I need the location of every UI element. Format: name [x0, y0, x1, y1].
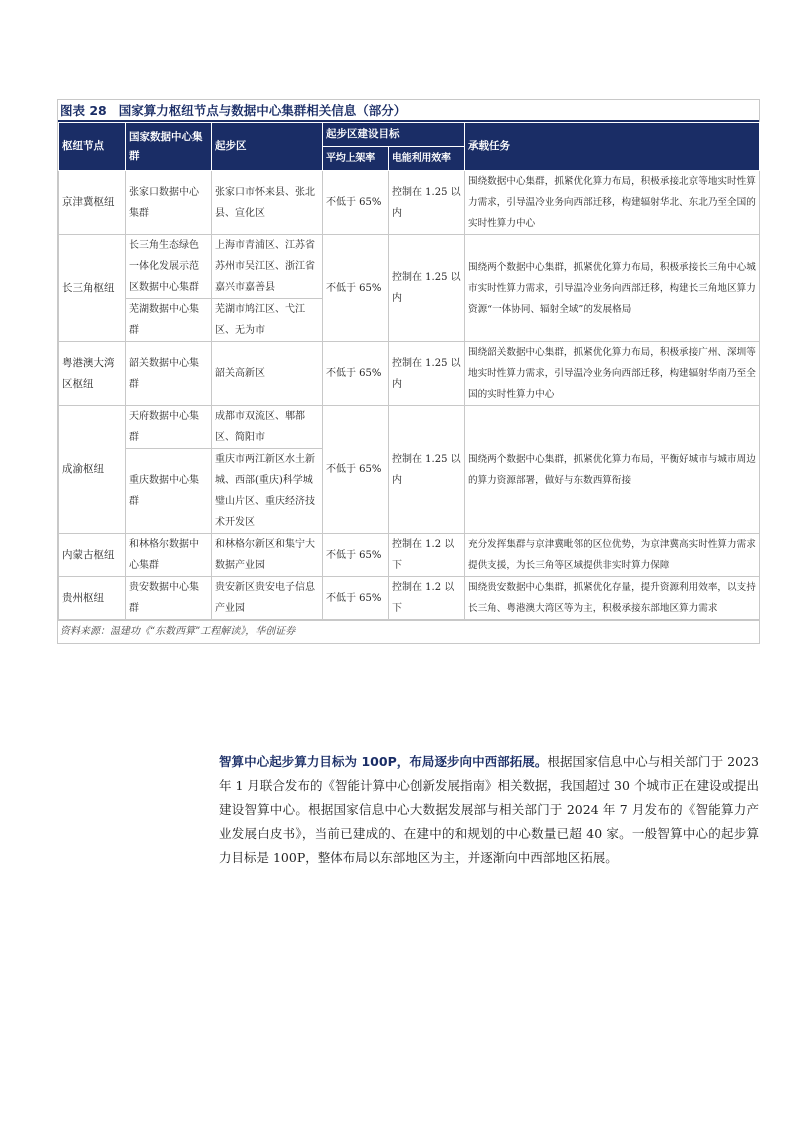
pue-value: 控制在 1.2 以下 — [389, 577, 465, 620]
rack-rate: 不低于 65% — [323, 342, 389, 406]
rack-rate: 不低于 65% — [323, 171, 389, 235]
source-note: 资料来源：温建功《“东数西算”工程解读》，华创证券 — [58, 620, 759, 643]
figure-label: 图表 28 — [60, 103, 107, 118]
hub-node: 京津冀枢纽 — [59, 171, 126, 235]
header-pue: 电能利用效率 — [389, 147, 465, 171]
rack-rate: 不低于 65% — [323, 534, 389, 577]
hub-task: 围绕贵安数据中心集群，抓紧优化存量，提升资源利用效率，以支持长三角、粤港澳大湾区等为主，积极承接东部地区算力需求 — [465, 577, 760, 620]
body-paragraph — [219, 750, 759, 870]
start-area: 上海市青浦区、江苏省苏州市吴江区、浙江省嘉兴市嘉善县 — [212, 235, 323, 299]
header-cluster: 国家数据中心集群 — [126, 123, 212, 171]
start-area: 成都市双流区、郫都区、简阳市 — [212, 406, 323, 449]
pue-value: 控制在 1.2 以下 — [389, 534, 465, 577]
cluster-name: 韶关数据中心集群 — [126, 342, 212, 406]
cluster-name: 长三角生态绿色一体化发展示范区数据中心集群 — [126, 235, 212, 299]
start-area: 张家口市怀来县、张北县、宣化区 — [212, 171, 323, 235]
hub-node: 内蒙古枢纽 — [59, 534, 126, 577]
figure — [57, 99, 760, 644]
cluster-name: 和林格尔数据中心集群 — [126, 534, 212, 577]
cluster-name: 重庆数据中心集群 — [126, 449, 212, 534]
header-task: 承载任务 — [465, 123, 760, 171]
hub-task: 围绕两个数据中心集群，抓紧优化算力布局，平衡好城市与城市周边的算力资源部署，做好与东数西算衔接 — [465, 406, 760, 534]
cluster-name: 张家口数据中心集群 — [126, 171, 212, 235]
rack-rate: 不低于 65% — [323, 235, 389, 342]
start-area: 和林格尔新区和集宁大数据产业园 — [212, 534, 323, 577]
hub-node: 贵州枢纽 — [59, 577, 126, 620]
header-rack: 平均上架率 — [323, 147, 389, 171]
rack-rate: 不低于 65% — [323, 406, 389, 534]
table-row — [59, 534, 760, 577]
pue-value: 控制在 1.25 以内 — [389, 406, 465, 534]
pue-value: 控制在 1.25 以内 — [389, 235, 465, 342]
hub-task: 围绕两个数据中心集群，抓紧优化算力布局，积极承接长三角中心城市实时性算力需求，引导温冷业务向西部迁移，构建长三角地区算力资源“一体协同、辐射全域”的发展格局 — [465, 235, 760, 342]
table-row — [59, 342, 760, 406]
start-area: 韶关高新区 — [212, 342, 323, 406]
cluster-name: 芜湖数据中心集群 — [126, 299, 212, 342]
cluster-name: 天府数据中心集群 — [126, 406, 212, 449]
header-area: 起步区 — [212, 123, 323, 171]
hub-node: 成渝枢纽 — [59, 406, 126, 534]
hub-task: 充分发挥集群与京津冀毗邻的区位优势，为京津冀高实时性算力需求提供支援，为长三角等区域提供非实时算力保障 — [465, 534, 760, 577]
figure-title-text: 国家算力枢纽节点与数据中心集群相关信息（部分） — [118, 103, 407, 118]
start-area: 芜湖市鸠江区、弋江区、无为市 — [212, 299, 323, 342]
rack-rate: 不低于 65% — [323, 577, 389, 620]
table-row — [59, 235, 760, 299]
header-node: 枢纽节点 — [59, 123, 126, 171]
table-row — [59, 406, 760, 449]
start-area: 重庆市两江新区水土新城、西部(重庆)科学城璧山片区、重庆经济技术开发区 — [212, 449, 323, 534]
hub-node: 长三角枢纽 — [59, 235, 126, 342]
hub-node: 粤港澳大湾区枢纽 — [59, 342, 126, 406]
paragraph-body: 根据国家信息中心与相关部门于 2023 年 1 月联合发布的《智能计算中心创新发展指南》相关数据，我国超过 30 个城市正在建设或提出建设智算中心。根据国家信息中心大数据发展部与相关部门于 2024 年 7 月发布的《智能算力产业发展白皮书》，当前已建成的、在建中的和规划的中心数量已超 40 家。一般智算中心的起步算力目标是 100P，整体布局以东部地区为主，并逐渐向中西部地区拓展。 — [219, 754, 759, 865]
hub-task: 围绕韶关数据中心集群，抓紧优化算力布局，积极承接广州、深圳等地实时性算力需求，引导温冷业务向西部迁移，构建辐射华南乃至全国的实时性算力中心 — [465, 342, 760, 406]
hub-task: 围绕数据中心集群，抓紧优化算力布局，积极承接北京等地实时性算力需求，引导温冷业务向西部迁移，构建辐射华北、东北乃至全国的实时性算力中心 — [465, 171, 760, 235]
pue-value: 控制在 1.25 以内 — [389, 171, 465, 235]
pue-value: 控制在 1.25 以内 — [389, 342, 465, 406]
figure-title — [58, 100, 759, 122]
table-row — [59, 577, 760, 620]
cluster-name: 贵安数据中心集群 — [126, 577, 212, 620]
paragraph-lead: 智算中心起步算力目标为 100P，布局逐步向中西部拓展。 — [219, 754, 548, 769]
hub-table — [58, 122, 760, 620]
table-row — [59, 171, 760, 235]
header-goals: 起步区建设目标 — [323, 123, 465, 147]
start-area: 贵安新区贵安电子信息产业园 — [212, 577, 323, 620]
